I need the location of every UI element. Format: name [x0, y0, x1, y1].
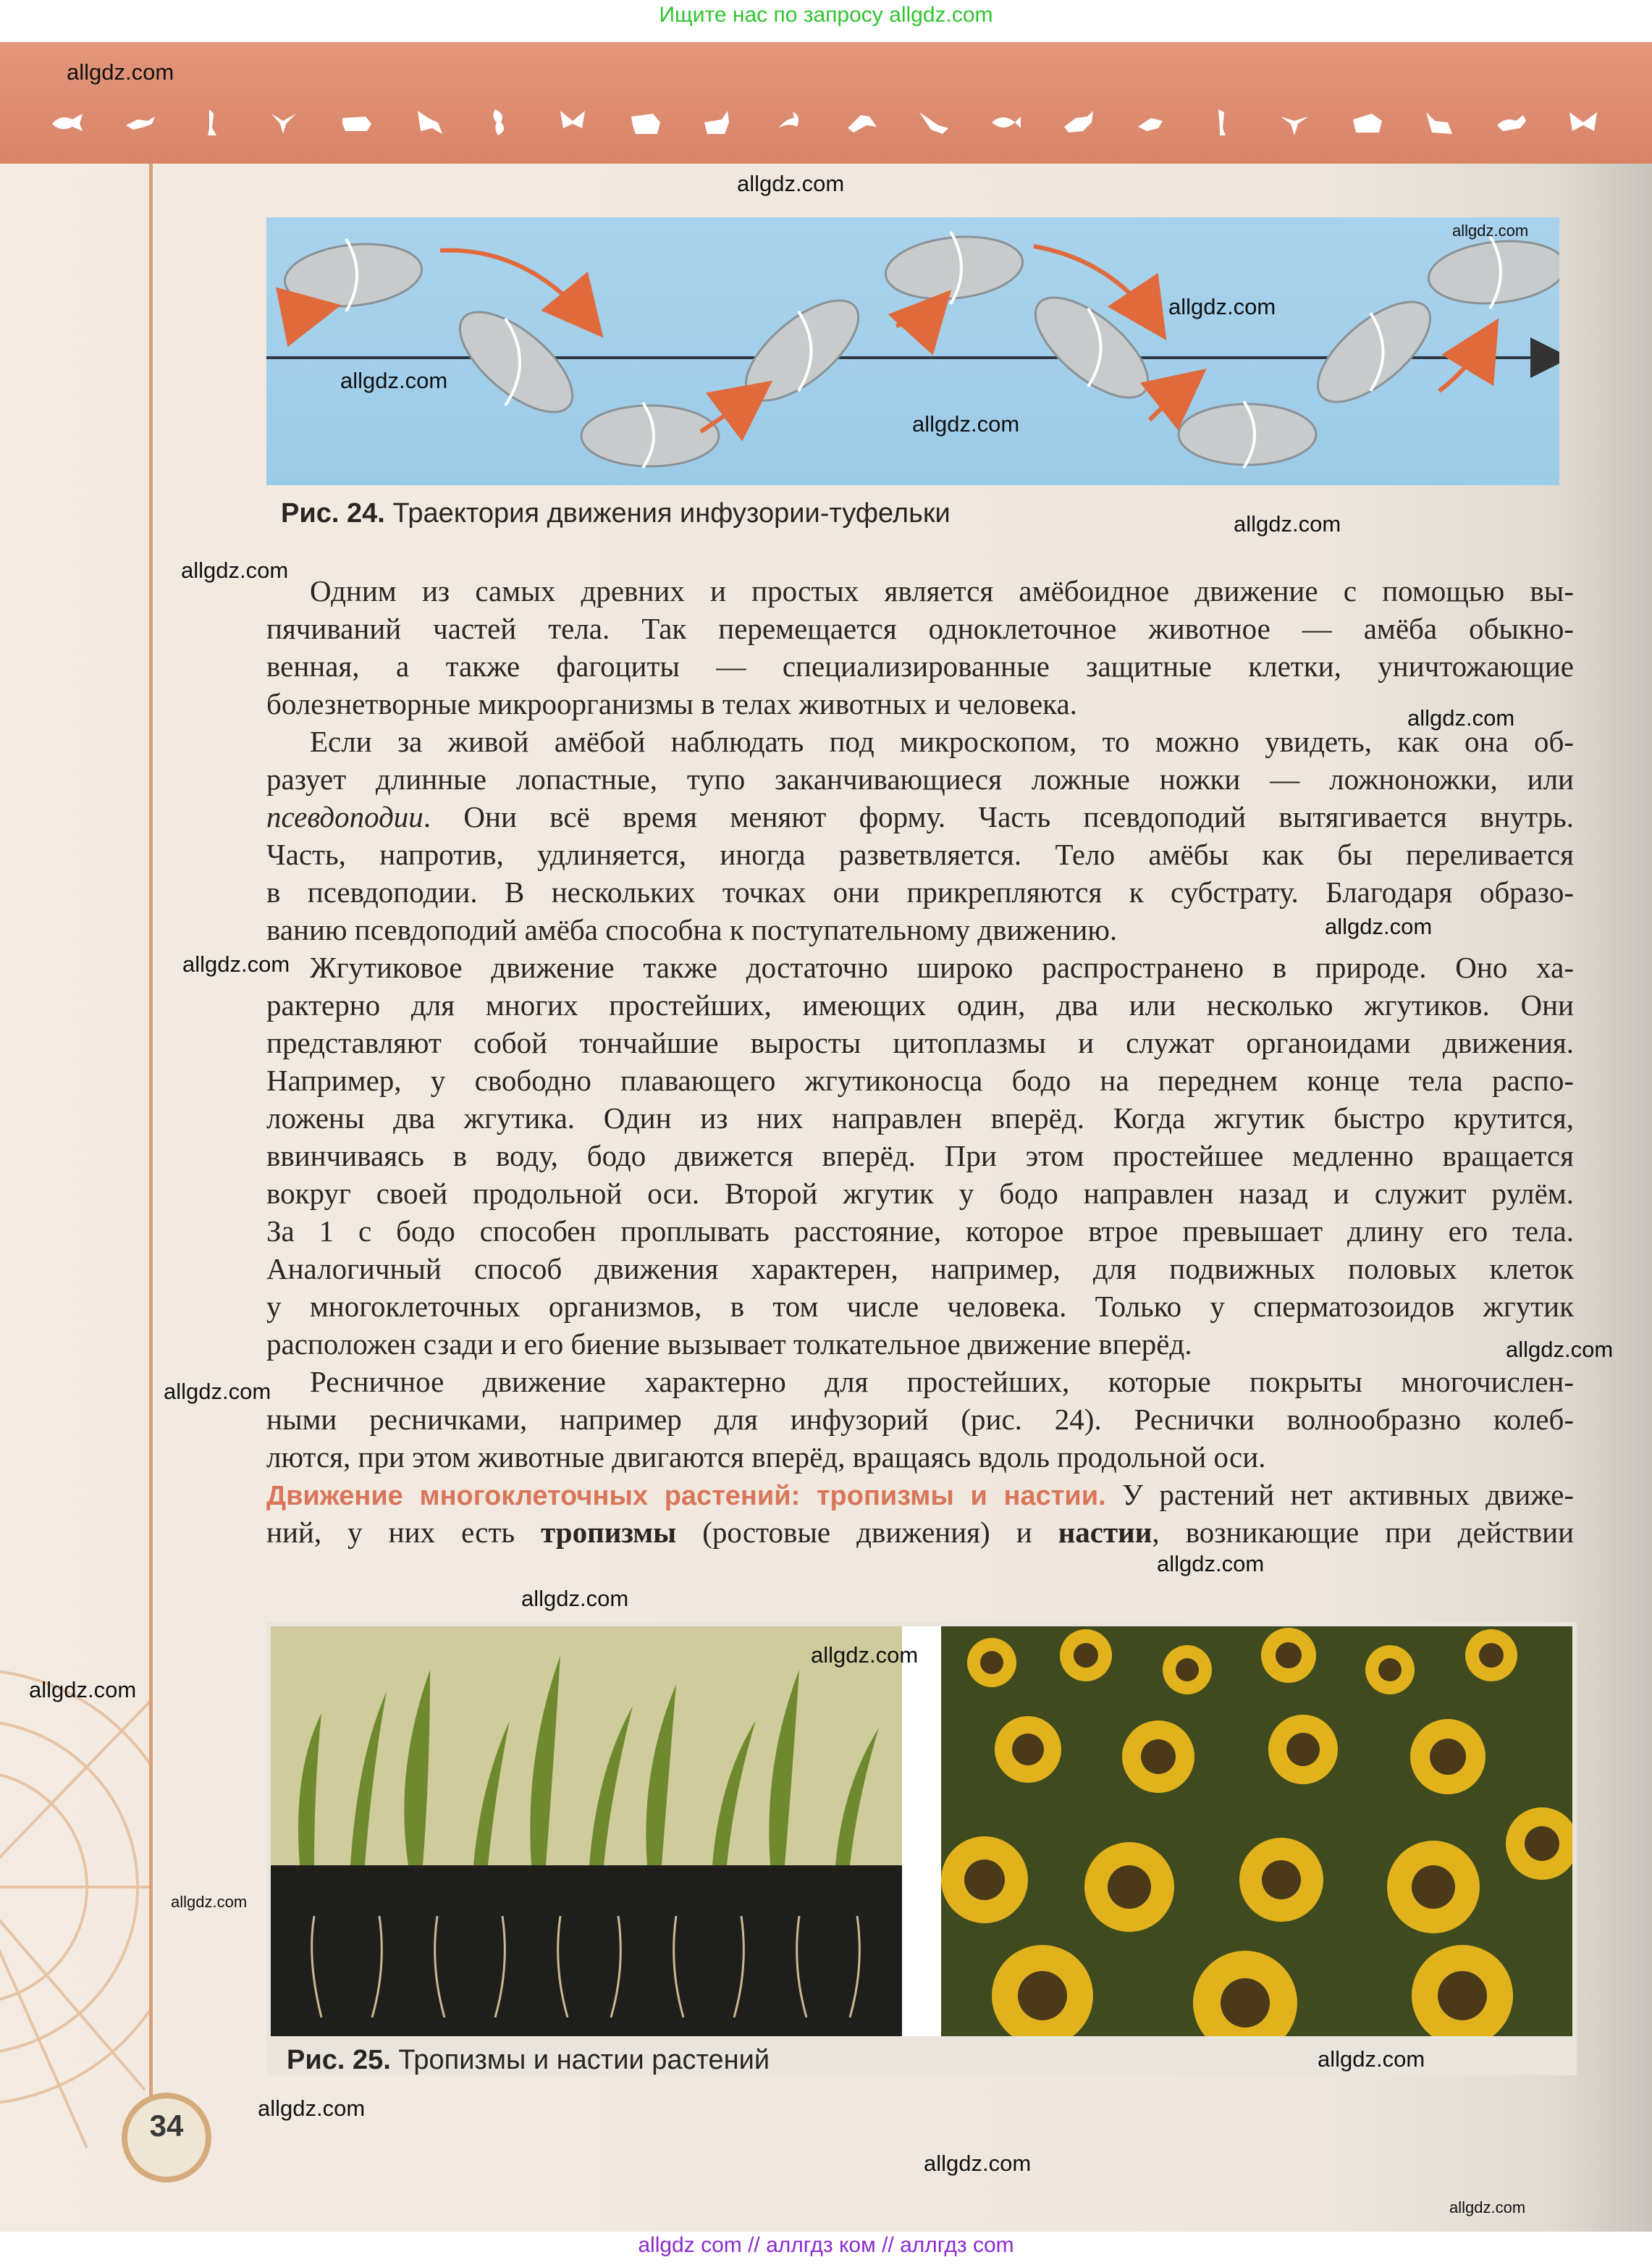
left-margin-decoration	[0, 164, 152, 2265]
whale-icon	[51, 106, 84, 137]
figure-24-caption	[281, 498, 951, 529]
watermark: allgdz.com	[811, 1642, 919, 1668]
paragraph-line: вокруг своей продольной оси. Второй жгутик у бодо направлен назад и служит рулём.	[266, 1177, 1574, 1210]
top-banner-text[interactable]: Ищите нас по запросу allgdz.com	[659, 3, 993, 27]
fox-icon	[1061, 106, 1095, 137]
watermark: allgdz.com	[924, 2151, 1032, 2176]
watermark: allgdz.com	[1449, 2198, 1526, 2216]
figure-24-caption-label: Рис. 24.	[281, 498, 385, 529]
paragraph-line: болезнетворные микроорганизмы в телах животных и человека.	[266, 687, 1077, 720]
watermark: allgdz.com	[181, 558, 289, 583]
paragraph-line: Например, у свободно плавающего жгутиконосца бодо на переднем конце тела распо-	[266, 1064, 1574, 1097]
watermark: allgdz.com	[1157, 1551, 1265, 1576]
body-text	[266, 572, 1574, 1551]
paragraph-line: разует длинные лопастные, тупо заканчивающиеся ложные ножки — ложноножки, или	[266, 762, 1574, 796]
paramecium-cell	[1425, 235, 1559, 309]
kangaroo-icon	[845, 106, 878, 137]
paragraph-line: Жгутиковое движение также достаточно широко распространено в природе. Оно ха-	[310, 951, 1574, 984]
elephant-icon	[628, 106, 662, 137]
scorpion-icon	[772, 106, 806, 137]
paragraph-line: ввинчиваясь в воду, бодо движется вперёд. При этом простейшее медленно вращается	[266, 1139, 1574, 1172]
paramecium-cell	[1302, 285, 1446, 419]
bird-icon	[195, 106, 228, 137]
paragraph-line: Аналогичный способ движения характерен, например, для подвижных половых клеток	[266, 1252, 1574, 1285]
section-heading-plant-movement: Движение многоклеточных растений: тропизмы и настии.	[266, 1481, 1106, 1511]
watermark: allgdz.com	[1407, 705, 1515, 731]
watermark: allgdz.com	[1452, 222, 1529, 240]
figure-25-sunflower-field-photo	[941, 1626, 1572, 2036]
watermark: allgdz.com	[182, 951, 290, 977]
paragraph-line: Одним из самых древних и простых является амёбоидное движение с помощью вы-	[310, 574, 1574, 608]
paragraph-line: у многоклеточных организмов, в том числе человека. Только у сперматозоидов жгутик	[266, 1290, 1574, 1323]
paragraph-line: венная, а также фагоциты — специализированные защитные клетки, уничтожающие	[266, 650, 1574, 683]
butterfly-icon	[556, 106, 589, 137]
deer-icon	[700, 106, 733, 137]
watermark: allgdz.com	[1325, 914, 1433, 939]
watermark: allgdz.com	[1234, 511, 1341, 537]
paramecium-cell	[282, 238, 425, 312]
bottom-banner-text[interactable]: allgdz com // аллгдз ком // аллгдз com	[638, 2233, 1014, 2257]
term-tropisms: тропизмы	[541, 1516, 677, 1549]
paragraph-fragment: (ростовые движения) и	[676, 1516, 1058, 1549]
watermark: allgdz.com	[67, 59, 174, 85]
watermark: allgdz.com	[521, 1586, 629, 1611]
figure-24-caption-text: Траектория движения инфузории-туфельки	[384, 498, 951, 529]
heron-icon	[1205, 106, 1239, 137]
figure-25-divider	[902, 1626, 941, 2036]
term-nasties: настии	[1058, 1516, 1152, 1549]
paragraph-line: Ресничное движение характерно для простейших, которые покрыты многочислен-	[310, 1365, 1574, 1398]
paragraph-line	[266, 1513, 1574, 1551]
paragraph-line: За 1 с бодо способен проплывать расстояние, которое втрое превышает длину его тела.	[266, 1214, 1574, 1248]
paragraph-line: Если за живой амёбой наблюдать под микроскопом, то можно увидеть, как она об-	[310, 725, 1574, 758]
lemur-tail-icon	[916, 106, 950, 137]
cat-icon	[1422, 106, 1455, 137]
fish-icon	[989, 106, 1022, 137]
watermark: allgdz.com	[29, 1677, 137, 1702]
tree-lizard-icon	[1134, 106, 1167, 137]
figure-25-caption-text: Тропизмы и настии растений	[390, 2045, 770, 2075]
paragraph-line: Часть, напротив, удлиняется, иногда разветвляется. Тело амёбы как бы переливается	[266, 838, 1574, 871]
paragraph-line-rest: . Они всё время меняют форму. Часть псевдоподий вытягивается внутрь.	[423, 800, 1574, 833]
left-margin-rule	[149, 164, 153, 2140]
seahorse-icon	[484, 106, 517, 137]
watermark: allgdz.com	[1168, 294, 1276, 319]
paragraph-line: представляют собой тончайшие выросты цитоплазмы и служат органоидами движения.	[266, 1026, 1574, 1059]
watermark: allgdz.com	[912, 411, 1020, 437]
paramecium-cell	[1179, 404, 1316, 465]
watermark: allgdz.com	[340, 368, 448, 393]
watermark: allgdz.com	[171, 1893, 248, 1911]
animal-silhouette-row	[51, 100, 1600, 143]
lemur-icon	[412, 106, 445, 137]
paramecium-cell	[444, 295, 589, 429]
paramecium-cell	[1019, 280, 1164, 415]
insect-icon	[267, 106, 300, 137]
paragraph-line: ложены два жгутика. Один из них направлен вперёд. Когда жгутик быстро крутится,	[266, 1101, 1574, 1135]
watermark: allgdz.com	[1318, 2046, 1425, 2072]
moth-icon	[1567, 106, 1600, 137]
watermark: allgdz.com	[258, 2096, 366, 2121]
paragraph-line: ванию псевдоподий амёба способна к поступательному движению.	[266, 913, 1118, 946]
paragraph-line-rest: У растений нет активных движе-	[1105, 1478, 1574, 1511]
figure-25-corn-seedlings-photo	[271, 1626, 902, 2036]
paragraph-line: лются, при этом животные двигаются вперёд, вращаясь вдоль продольной оси.	[266, 1440, 1266, 1474]
page-number: 34	[149, 2109, 184, 2143]
term-pseudopodia: псевдоподии	[266, 800, 423, 833]
figure-25-caption	[287, 2045, 770, 2076]
bison-icon	[1350, 106, 1383, 137]
lizard-icon	[123, 106, 156, 137]
rhino-icon	[340, 106, 373, 137]
paragraph-line: пячиваний частей тела. Так перемещается одноклеточное животное — амёба обыкно-	[266, 612, 1574, 645]
paragraph-fragment: , возникающие при действии	[1152, 1516, 1575, 1549]
paragraph-line: расположен сзади и его биение вызывает толкательное движение вперёд.	[266, 1327, 1192, 1361]
watermark: allgdz.com	[737, 171, 845, 196]
paragraph-fragment: ний, у них есть	[266, 1516, 541, 1549]
paragraph-line: рактерно для многих простейших, имеющих один, два или несколько жгутиков. Они	[266, 988, 1574, 1022]
paragraph-line	[266, 1476, 1574, 1513]
paragraph-line	[266, 798, 1574, 836]
compass-rose-decoration	[0, 164, 152, 2265]
duck-icon	[1494, 106, 1527, 137]
dragonfly-icon	[1278, 106, 1311, 137]
watermark: allgdz.com	[164, 1379, 271, 1404]
paragraph-line: ными ресничками, например для инфузорий (рис. 24). Реснички волнообразно колеб-	[266, 1403, 1574, 1436]
figure-25-caption-label: Рис. 25.	[287, 2045, 391, 2075]
paragraph-line: в псевдоподии. В нескольких точках они прикрепляются к субстрату. Благодаря образо-	[266, 875, 1574, 909]
watermark: allgdz.com	[1506, 1337, 1614, 1362]
figure-24-paramecium-trajectory	[266, 217, 1559, 485]
